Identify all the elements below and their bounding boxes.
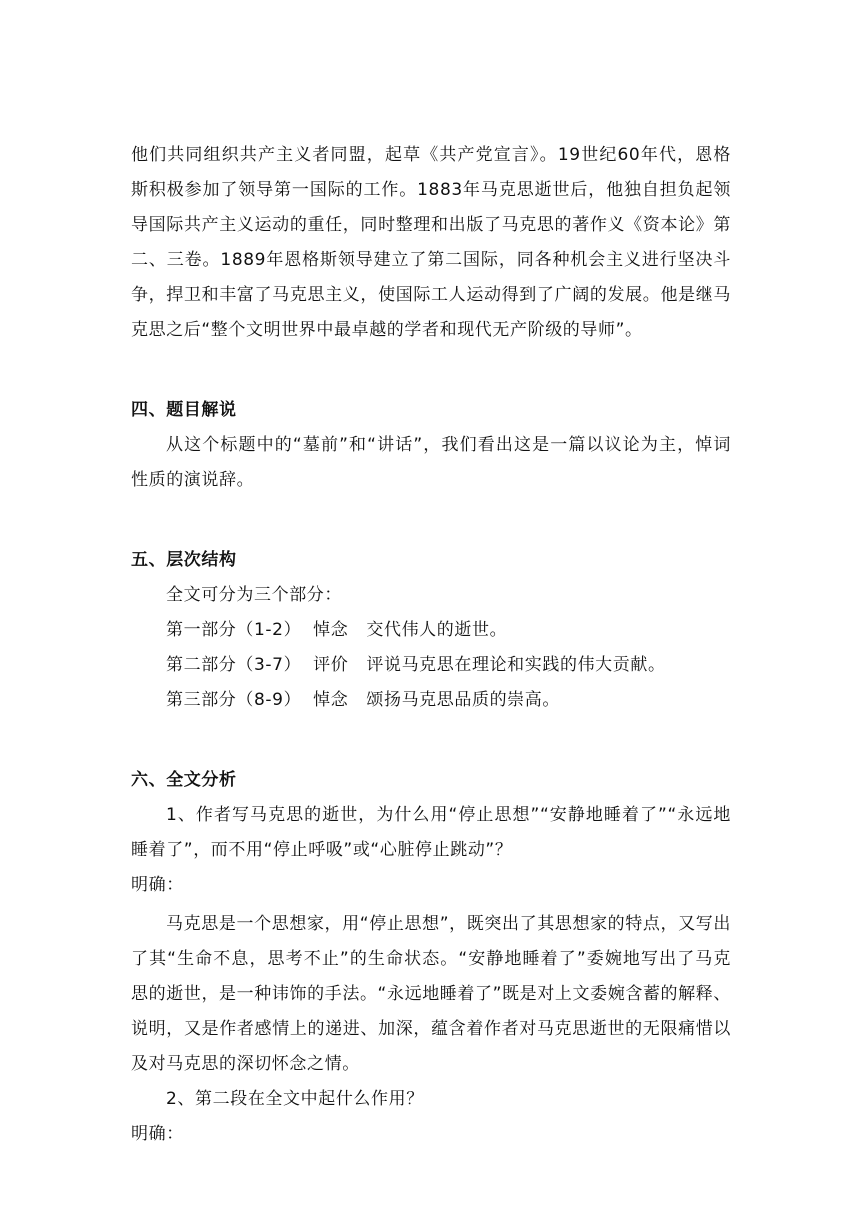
- structure-item: 第二部分（3-7） 评价 评说马克思在理论和实践的伟大贡献。: [166, 655, 666, 675]
- answer-1: 马克思是一个思想家，用“停止思想”，既突出了其思想家的特点，又写出了其“生命不息，思考不止”的生命状态。“安静地睡着了”委婉地写出了马克思的逝世，是一种讳饰的手法。“永远地睡着了”既是对上文委婉含蓄的解释、说明，又是作者感情上的递进、加深，蕴含着作者对马克思逝世的无限痛惜以及对马克思的深切怀念之情。: [131, 914, 731, 1074]
- answer-label: 明确：: [131, 875, 184, 895]
- section-heading: 五、层次结构: [131, 550, 237, 570]
- section-topic-explanation: [131, 393, 731, 498]
- section-analysis: [131, 763, 731, 1152]
- intro-paragraph: 他们共同组织共产主义者同盟，起草《共产党宣言》。19世纪60年代，恩格斯积极参加了领导第一国际的工作。1883年马克思逝世后，他独自担负起领导国际共产主义运动的重任，同时整理和出版了马克思的著作义《资本论》第二、三卷。1889年恩格斯领导建立了第二国际，同各种机会主义进行坚决斗争，捍卫和丰富了马克思主义，使国际工人运动得到了广阔的发展。他是继马克思之后“整个文明世界中最卓越的学者和现代无产阶级的导师”。: [131, 145, 731, 340]
- structure-intro: 全文可分为三个部分：: [166, 585, 342, 605]
- section-gap: [131, 348, 731, 393]
- section-heading: 六、全文分析: [131, 770, 237, 790]
- question-1: 1、作者写马克思的逝世，为什么用“停止思想”“安静地睡着了”“永远地睡着了”，而不用“停止呼吸”或“心脏停止跳动”？: [131, 805, 731, 860]
- document-body: [131, 138, 731, 1152]
- answer-label: 明确：: [131, 1124, 184, 1144]
- section-gap: [131, 498, 731, 543]
- section-structure: [131, 543, 731, 718]
- question-2: 2、第二段在全文中起什么作用？: [166, 1089, 424, 1109]
- structure-item: 第一部分（1-2） 悼念 交代伟人的逝世。: [166, 620, 508, 640]
- section-gap: [131, 718, 731, 763]
- structure-item: 第三部分（8-9） 悼念 颂扬马克思品质的崇高。: [166, 690, 560, 710]
- topic-explanation-paragraph: 从这个标题中的“墓前”和“讲话”，我们看出这是一篇以议论为主，悼词性质的演说辞。: [131, 435, 731, 490]
- section-heading: 四、题目解说: [131, 400, 237, 420]
